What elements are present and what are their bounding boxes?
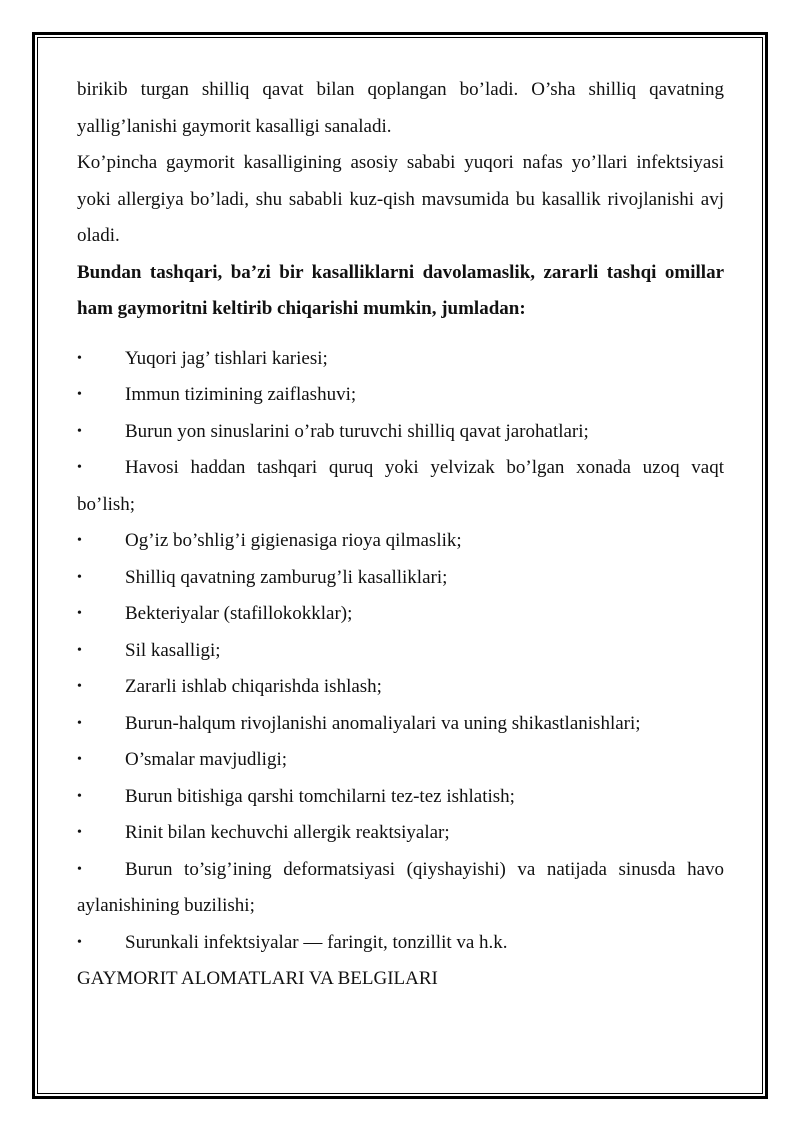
bullet-icon: • — [77, 423, 82, 439]
bullet-icon: • — [77, 387, 82, 402]
bullet-icon: • — [77, 642, 82, 658]
bullet-icon: • — [77, 752, 82, 767]
bullet-icon: • — [77, 606, 82, 621]
bullet-icon: • — [77, 788, 82, 804]
paragraph-2: Ko’pincha gaymorit kasalligining asosiy sababi yuqori nafas yo’llari infektsiyasi yoki allergiya bo’ladi, shu sababli kuz-qish mavsumida bu kasallik rivojlanishi avj oladi. — [77, 152, 724, 246]
bullet-icon: • — [77, 350, 82, 366]
list-item: • Og’iz bo’shlig’i gigienasiga rioya qilmaslik; — [77, 523, 724, 560]
list-item: • Burun to’sig’ining deformatsiyasi (qiyshayishi) va natijada sinusda havo aylanishining buzilishi; — [77, 852, 724, 925]
list-item: • O’smalar mavjudligi; — [77, 742, 724, 779]
list-item: • Havosi haddan tashqari quruq yoki yelvizak bo’lgan xonada uzoq vaqt bo’lish; — [77, 450, 724, 523]
list-item: • Burun bitishiga qarshi tomchilarni tez-tez ishlatish; — [77, 779, 724, 816]
bullet-icon: • — [77, 715, 82, 731]
list-item: • Zararli ishlab chiqarishda ishlash; — [77, 669, 724, 706]
list-item: • Burun yon sinuslarini o’rab turuvchi shilliq qavat jarohatlari; — [77, 414, 724, 451]
bullet-icon: • — [77, 533, 82, 548]
causes-list — [77, 341, 724, 962]
list-item: • Burun-halqum rivojlanishi anomaliyalari va uning shikastlanishlari; — [77, 706, 724, 743]
bullet-icon: • — [77, 679, 82, 694]
paragraph-3-bold: Bundan tashqari, ba’zi bir kasalliklarni davolamaslik, zararli tashqi omillar ham gaymoritni keltirib chiqarishi mumkin, jumladan: — [77, 261, 724, 319]
bullet-icon: • — [77, 934, 82, 950]
list-item: • Surunkali infektsiyalar — faringit, tonzillit va h.k. — [77, 925, 724, 962]
section-heading: GAYMORIT ALOMATLARI VA BELGILARI — [77, 968, 438, 989]
list-item: • Bekteriyalar (stafillokokklar); — [77, 596, 724, 633]
list-item: • Rinit bilan kechuvchi allergik reaktsiyalar; — [77, 815, 724, 852]
bullet-icon: • — [77, 569, 82, 585]
list-item: • Immun tizimining zaiflashuvi; — [77, 377, 724, 414]
document-body — [77, 72, 724, 998]
bullet-icon: • — [77, 861, 82, 877]
list-item: • Sil kasalligi; — [77, 633, 724, 670]
bullet-icon: • — [77, 460, 82, 475]
bullet-icon: • — [77, 825, 82, 840]
list-item: • Shilliq qavatning zamburug’li kasalliklari; — [77, 560, 724, 597]
paragraph-1: birikib turgan shilliq qavat bilan qoplangan bo’ladi. O’sha shilliq qavatning yallig’lanishi gaymorit kasalligi sanaladi. — [77, 79, 724, 137]
list-item: • Yuqori jag’ tishlari kariesi; — [77, 341, 724, 378]
